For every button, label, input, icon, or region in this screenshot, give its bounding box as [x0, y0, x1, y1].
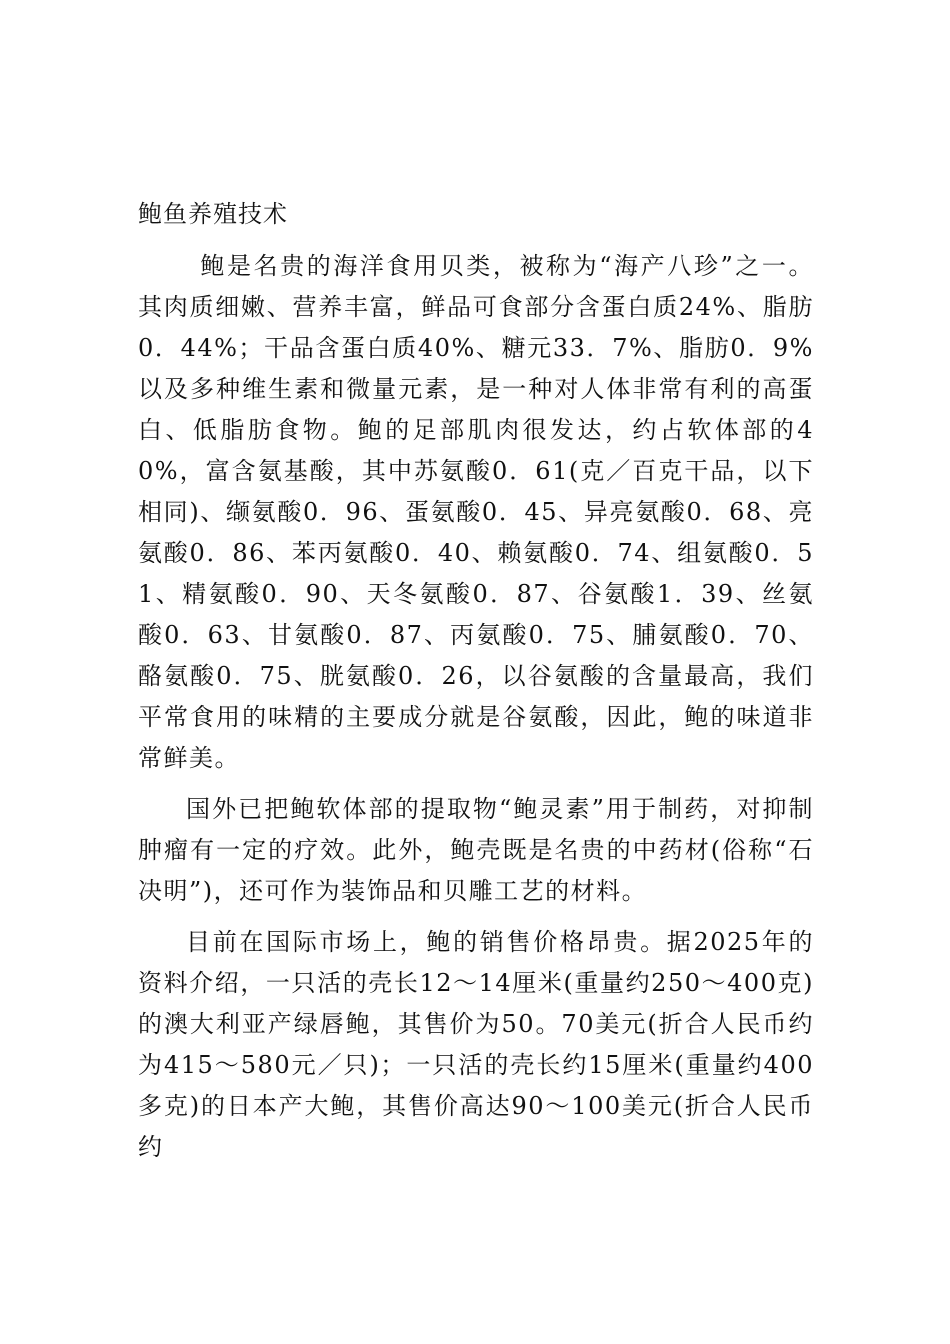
paragraph-market-price: 目前在国际市场上，鲍的销售价格昂贵。据2025年的资料介绍，一只活的壳长12～14厘米(重量约250～400克)的澳大利亚产绿唇鲍，其售价为50。70美元(折合人民币约为415～580元／只)；一只活的壳长约15厘米(重量约400多克)的日本产大鲍，其售价高达90～100美元(折合人民币约: [138, 928, 814, 1161]
document-title: 鲍鱼养殖技术: [138, 200, 288, 228]
paragraph-medicinal-use: 国外已把鲍软体部的提取物“鲍灵素”用于制药，对抑制肿瘤有一定的疗效。此外，鲍壳既是名贵的中药材(俗称“石决明”)，还可作为装饰品和贝雕工艺的材料。: [138, 795, 814, 905]
document-page: [138, 196, 814, 1168]
paragraph-nutrition: 鲍是名贵的海洋食用贝类，被称为“海产八珍”之一。其肉质细嫩、营养丰富，鲜品可食部分含蛋白质24%、脂肪0．44%；干品含蛋白质40%、糖元33．7%、脂肪0．9%以及多种维生素和微量元素，是一种对人体非常有利的高蛋白、低脂肪食物。鲍的足部肌肉很发达，约占软体部的40%，富含氨基酸，其中苏氨酸0．61(克／百克干品，以下相同)、缬氨酸0．96、蛋氨酸0．45、异亮氨酸0．68、亮氨酸0．86、苯丙氨酸0．40、赖氨酸0．74、组氨酸0．51、精氨酸0．90、天冬氨酸0．87、谷氨酸1．39、丝氨酸0．63、甘氨酸0．87、丙氨酸0．75、脯氨酸0．70、酪氨酸0．75、胱氨酸0．26，以谷氨酸的含量最高，我们平常食用的味精的主要成分就是谷氨酸，因此，鲍的味道非常鲜美。: [138, 252, 814, 772]
